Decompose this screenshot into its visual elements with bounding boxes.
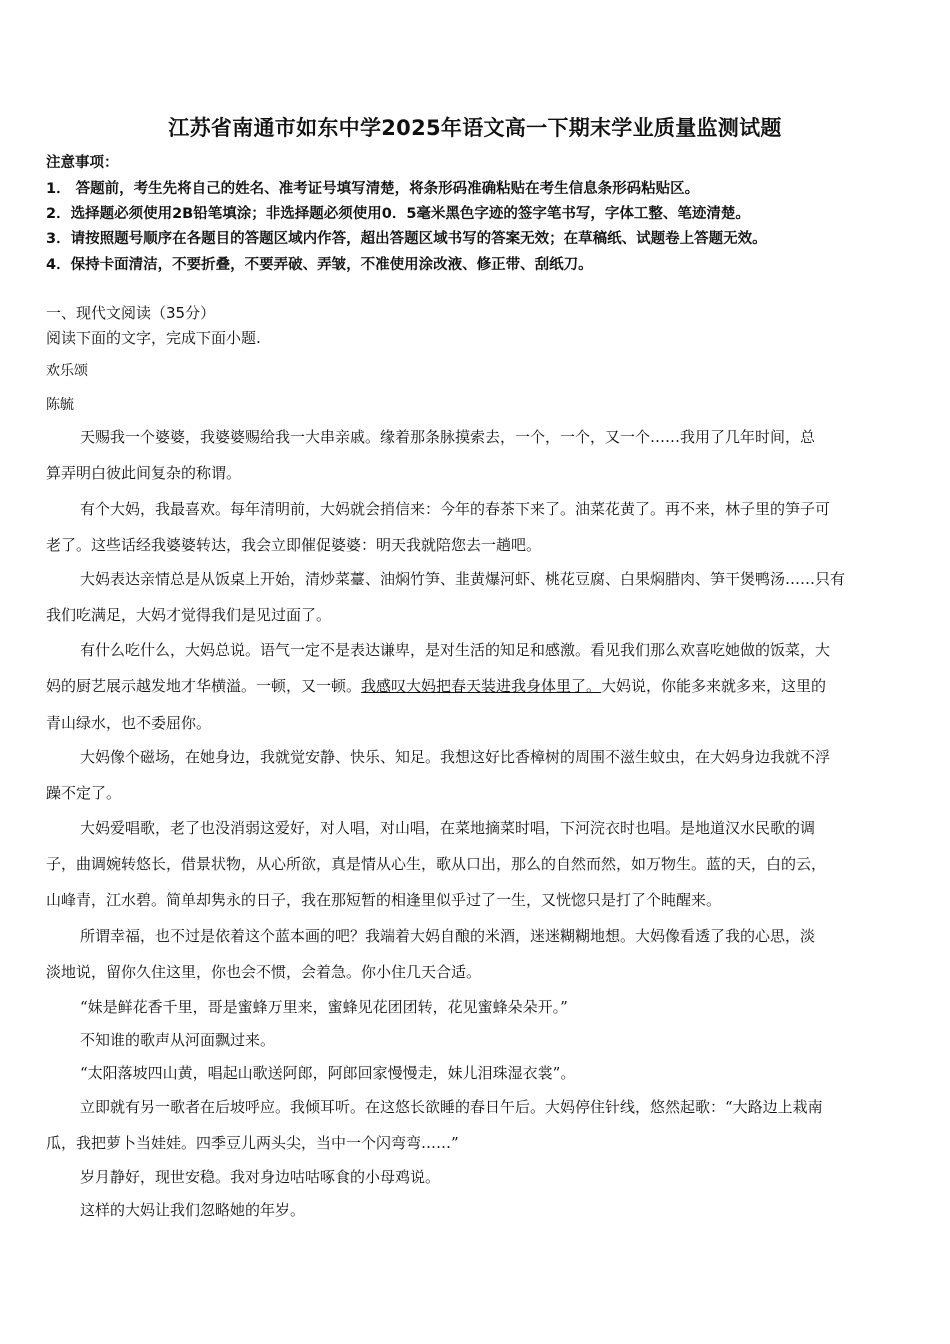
page-title: 江苏省南通市如东中学2025年语文高一下期末学业质量监测试题 [168,116,782,140]
section-instruction: 阅读下面的文字，完成下面小题. [46,329,261,347]
article-text: 妈的厨艺展示越发地才华横溢。一顿，又一顿。 [46,677,362,695]
article-line: 老了。这些话经我婆婆转达，我会立即催促婆婆：明天我就陪您去一趟吧。 [46,536,542,554]
article-line: “太阳落坡四山黄，唱起山歌送阿郎，阿郎回家慢慢走，妹儿泪珠湿衣裳”。 [80,1064,576,1082]
article-line: 大妈像个磁场，在她身边，我就觉安静、快乐、知足。我想这好比香樟树的周围不滋生蚊虫，在大妈身边我就不浮 [80,748,831,766]
notice-heading: 注意事项： [46,155,119,171]
notice-item: 2．选择题必须使用2B铅笔填涂；非选择题必须使用0．5毫米黑色字迹的签字笔书写，字体工整、笔迹清楚。 [46,206,750,222]
section-heading: 一、现代文阅读（35分） [46,304,216,322]
underlined-sentence: 我感叹大妈把春天装进我身体里了。 [361,677,602,695]
article-line: 不知谁的歌声从河面飘过来。 [80,1031,276,1049]
notice-item: 3．请按照题号顺序在各题目的答题区域内作答，超出答题区域书写的答案无效；在草稿纸、试题卷上答题无效。 [46,231,767,247]
article-line: 天赐我一个婆婆，我婆婆赐给我一大串亲戚。缘着那条脉摸索去，一个，一个，又一个……我用了几年时间，总 [80,428,816,446]
article-line: 岁月静好，现世安稳。我对身边咕咕啄食的小母鸡说。 [80,1168,441,1186]
article-line: 所谓幸福，也不过是依着这个蓝本画的吧？我端着大妈自酿的米酒，迷迷糊糊地想。大妈像看透了我的心思，淡 [80,927,816,945]
article-line: 大妈表达亲情总是从饭桌上开始，清炒菜薹、油焖竹笋、韭黄爆河虾、桃花豆腐、白果焖腊肉、笋干煲鸭汤……只有 [80,570,846,588]
article-line: 子，曲调婉转悠长，借景状物，从心所欲，真是情从心生，歌从口出，那么的自然而然，如万物生。蓝的天，白的云， [46,855,827,873]
article-line: 这样的大妈让我们忽略她的年岁。 [80,1201,306,1219]
article-line [46,675,826,696]
notice-item: 1． 答题前，考生先将自己的姓名、准考证号填写清楚，将条形码准确粘贴在考生信息条形码粘贴区。 [46,181,700,197]
article-line: 算弄明白彼此间复杂的称谓。 [46,464,242,482]
article-line: 躁不定了。 [46,784,122,802]
article-text: 大妈说，你能多来就多来，这里的 [601,677,827,695]
article-line: 有什么吃什么，大妈总说。语气一定不是表达谦卑，是对生活的知足和感激。看见我们那么欢喜吃她做的饭菜，大 [80,641,831,659]
article-author: 陈毓 [46,397,74,413]
article-title: 欢乐颂 [46,363,88,379]
article-line: 淡地说，留你久住这里，你也会不惯，会着急。你小住几天合适。 [46,963,482,981]
article-line: 立即就有另一歌者在后坡呼应。我倾耳听。在这悠长欲睡的春日午后。大妈停住针线，悠然起歌：“大路边上栽南 [80,1098,823,1116]
article-line: 山峰青，江水碧。简单却隽永的日子，我在那短暂的相逢里似乎过了一生，又恍惚只是打了个盹醒来。 [46,891,722,909]
article-line: 瓜，我把萝卜当娃娃。四季豆儿两头尖，当中一个闪弯弯……” [46,1134,459,1152]
article-line: 青山绿水，也不委屈你。 [46,714,212,732]
notice-item: 4．保持卡面清洁，不要折叠，不要弄破、弄皱，不准使用涂改液、修正带、刮纸刀。 [46,257,593,273]
article-line: 我们吃满足，大妈才觉得我们是见过面了。 [46,606,332,624]
article-line: 大妈爱唱歌，老了也没消弱这爱好，对人唱，对山唱，在菜地摘菜时唱，下河浣衣时也唱。是地道汉水民歌的调 [80,819,816,837]
article-line: 有个大妈，我最喜欢。每年清明前，大妈就会捎信来：今年的春茶下来了。油菜花黄了。再不来，林子里的笋子可 [80,500,831,518]
article-line: “妹是鲜花香千里，哥是蜜蜂万里来，蜜蜂见花团团转，花见蜜蜂朵朵开。” [80,998,568,1016]
